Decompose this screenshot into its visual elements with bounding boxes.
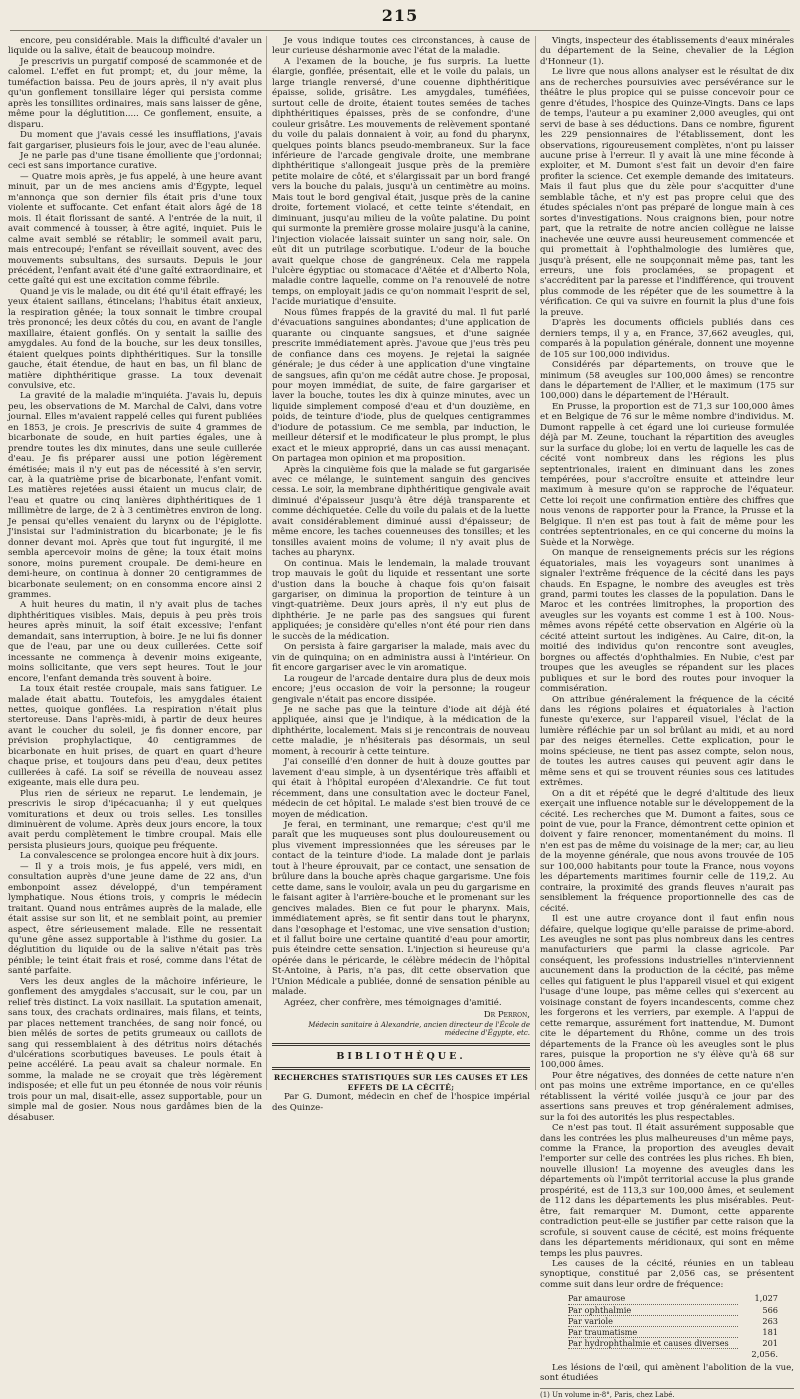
- cause-label: Par traumatisme: [568, 1327, 738, 1338]
- section-rule: [272, 1043, 530, 1046]
- cause-row: [568, 1338, 778, 1349]
- paragraph: A l'examen de la bouche, je fus surpris. La luette élargie, gonflée, présentait, elle et le voile du palais, un large triangle renversé, d'une couenne diphthéritique épaisse, solide, grisâtre. Les amygdales, tuméfiées, surtout celle de droite, étaient toutes semées de taches diphthéritiques épaisses, près de se confondre, d'une couleur grisâtre. Les mouvements de relèvement spontané du voile du palais donnaient à voir, au fond du pharynx, quelques points blancs pseudo-membraneux. Sur la face inférieure de l'arcade gengivale droite, une membrane diphthéritique s'allongeait jusque près de la première petite molaire de côté, et s'élargissait par un bord frangé vers la bouche du palais, jusqu'à un centimètre au moins. Mais tout le bord gengival était, jusque près de la canine droite, fortement violacé, et cette teinte s'étendait, en diminuant, jusqu'au milieu de la voûte palatine. Du point qui surmonte la première grosse molaire jusqu'à la canine, l'injection violacée laissait suinter un sang noir, sale. On eût dit un putrilage scorbutique. L'odeur de la bouche avait quelque chose de gangréneux. Cela me rappela l'ulcère égyptiac ou stomacace d'Aëtée et d'Alberto Nola, maladie contre laquelle, comme on l'a renouvelé de notre temps, on employait jadis ce qu'on nommait l'esprit de sel, l'acide muriatique d'ensuite.: [272, 56, 530, 308]
- column-1: [8, 36, 262, 1123]
- paragraph: Pour être négatives, des données de cette nature n'en ont pas moins une extrême importance, en ce qu'elles rétablissent la vérité voilée jusqu'à ce jour par des assertions sans preuves et trop généralement admises, sur la foi des autorités les plus respectables.: [540, 1070, 794, 1123]
- causes-rows: [568, 1293, 778, 1349]
- paragraph: Ce n'est pas tout. Il était assurément supposable que dans les contrées les plus malheureuses d'un même pays, comme la France, la proportion des aveugles devait l'emporter sur celle des contrées les plus riches. Eh bien, nouvelle illusion! La moyenne des aveugles dans les départements où l'impôt territorial accuse la plus grande prospérité, est de 113,3 sur 100,000 âmes, et seulement de 112 dans les départements les plus misérables. Peut-être, fait remarquer M. Dumont, cette apparente contradiction peut-elle se justifier par cette raison que la scrofule, si souvent cause de cécité, est moins fréquente dans les départements méridionaux, qui sont en même temps les plus pauvres.: [540, 1123, 794, 1259]
- paragraph: J'ai conseillé d'en donner de huit à douze gouttes par lavement d'eau simple, à un dysentérique très affaibli et qui était à l'hôpital européen d'Alexandrie. Ce fut tout récemment, dans une consultation avec le docteur Fanel, médecin de cet hôpital. Le malade s'est bien trouvé de ce moyen de médication.: [272, 757, 530, 820]
- signature-name: Dr Perron,: [483, 1010, 530, 1021]
- column-2-body: [272, 36, 530, 1008]
- cause-value: 566: [762, 1304, 778, 1315]
- paragraph: — Quatre mois après, je fus appelé, à une heure avant minuit, par un de mes anciens amis d'Égypte, lequel m'annonça que son dernier fils était pris d'une toux violente et suffocante. Cet enfant était alors âgé de 18 mois. Il était florissant de santé. A l'entrée de la nuit, il avait commencé à tousser, à être agité, inquiet. Puis le calme avait semblé se rétablir; le sommeil avait paru, mais entrecoupé; l'enfant se réveillait souvent, avec des mouvements subsultans, des sursauts. Depuis le jour précédent, l'enfant avait été d'une gaîté extraordinaire, et cette gaîté qui est une excitation comme fébrile.: [8, 171, 262, 287]
- paragraph: La rougeur de l'arcade dentaire dura plus de deux mois encore; j'eus occasion de voir la personne; la rougeur gengivale n'était pas encore dissipée.: [272, 673, 530, 705]
- causes-table: [568, 1293, 778, 1359]
- paragraph: Je ne sache pas que la teinture d'iode ait déjà été appliquée, ainsi que je l'indique, à la médication de la diphthérite, localement. Mais si je rencontrais de nouveau cette maladie, je n'hésiterais pas désormais, un seul moment, à recourir à cette teinture.: [272, 705, 530, 757]
- bibliography-heading: BIBLIOTHÈQUE.: [336, 1050, 466, 1062]
- paragraph: La convalescence se prolongea encore huit à dix jours.: [20, 851, 260, 862]
- section-rule: [272, 1067, 530, 1070]
- signature-title: Médecin sanitaire à Alexandrie, ancien directeur de l'École de médecine d'Égypte, etc.: [308, 1020, 530, 1038]
- paragraph: Je prescrivis un purgatif composé de scammonée et de calomel. L'effet en fut prompt; et, du jour même, la tuméfaction baissa. Peu de jours après, il n'y avait plus qu'un gonflement tonsillaire léger qui persista comme après les tonsillites ordinaires, mais sans laisser de gêne, même pour la déglutition..... Ce gonflement, ensuite, a disparu.: [8, 56, 262, 130]
- paragraph: Considérés par départements, on trouve que le minimum (58 aveugles sur 100,000 âmes) se rencontre dans le département de l'Allier, et le maximum (175 sur 100,000) dans le département de l'Hérault.: [540, 360, 794, 402]
- cause-row: [568, 1305, 778, 1316]
- paragraph: Je ferai, en terminant, une remarque; c'est qu'il me paraît que les muqueuses sont plus douloureusement ou plus vivement impressionnées que les séreuses par le contact de la teinture d'iode. La malade dont je parlais tout à l'heure éprouvait, par ce contact, une sensation de brûlure dans la bouche après chaque gargarisme. Une fois cette dame, sans le vouloir, avala un peu du gargarisme en le faisant agiter à l'arrière-bouche et le promenant sur les gencives malades. Bien ce fut pour le pharynx. Mais, immédiatement après, se fit sentir dans tout le pharynx, dans l'œsophage et l'estomac, une vive sensation d'ustion; et il fallut boire une certaine quantité d'eau pour amortir, puis éteindre cette sensation. L'injection si heureuse qu'a opérée dans le péricarde, le célèbre médecin de l'hôpital St-Antoine, à Paris, n'a pas, dit cette observation que l'Union Médicale a publiée, donné de sensation pénible au malade.: [272, 819, 530, 998]
- paragraph: A huit heures du matin, il n'y avait plus de taches diphthéritiques visibles. Mais, depuis à peu près trois heures après minuit, la soif était excessive; l'enfant demandait, sans interruption, à boire. Je ne lui fis donner que de l'eau, par une ou deux cuillerées. Cette soif incessante ne commença à devenir moins exigeante, moins sollicitante, que vers sept heures. Tout le jour encore, l'enfant demanda très souvent à boire.: [8, 600, 262, 684]
- header-rule: [10, 30, 790, 31]
- paragraph: Le livre que nous allons analyser est le résultat de dix ans de recherches poursuivies avec persévérance sur le théâtre le plus propice qui se puisse concevoir pour ce genre d'études, l'hospice des Quinze-Vingts. Dans ce laps de temps, l'auteur a pu examiner 2,000 aveugles, qui ont servi de base à ses déductions. Dans ce nombre, figurent les 229 pensionnaires de l'établissement, dont les observations, rigoureusement complètes, n'ont pu laisser aucune prise à l'erreur. Il y avait là une mine féconde à exploiter, et M. Dumont s'est fait un devoir d'en faire profiter la science. Cet exemple demande des imitateurs. Mais il faut plus que du zèle pour s'acquitter d'une semblable tâche, et n'y est pas propre celui que des études spéciales n'ont pas préparé de longue main à ces sortes d'investigations. Nous craignons bien, pour notre part, que la retraite de notre ancien collègue ne laisse inachevée une œuvre aussi heureusement commencée et qui promettait à l'ophthalmologie des lumières que, jusqu'à présent, elle ne soupçonnait même pas, tant les erreurs, une fois proclamées, se propagent et s'accréditent par la paresse et l'indifférence, qui trouvent plus commode de les répéter que de les soumettre à la vérification. Ce qui va suivre en fournit la plus d'une fois la preuve.: [540, 67, 794, 318]
- paragraph: Il est une autre croyance dont il faut enfin nous défaire, quelque logique qu'elle paraisse de prime-abord. Les aveugles ne sont pas plus nombreux dans les centres manufacturiers que parmi la classe agricole. Par conséquent, les professions industrielles n'interviennent aucunement dans la production de la cécité, pas même celles qui fatiguent le plus l'appareil visuel et qui exigent l'usage d'une loupe, pas même celles qui s'exercent au voisinage constant de foyers incandescents, comme chez les forgerons et les verriers, par exemple. A l'appui de cette remarque, assurément fort inattendue, M. Dumont cite le département du Rhône, comme un des trois départements de la France où les aveugles sont le plus rares, puisque la proportion ne s'y élève qu'à 68 sur 100,000 âmes.: [540, 914, 794, 1071]
- paragraph: Vingts, inspecteur des établissements d'eaux minérales du département de la Seine, chevalier de la Légion d'Honneur (1).: [540, 36, 795, 67]
- paragraph: D'après les documents officiels publiés dans ces derniers temps, il y a, en France, 37,662 aveugles, qui, comparés à la population générale, donnent une moyenne de 105 sur 100,000 individus.: [540, 318, 794, 360]
- paragraph: encore, peu considérable. Mais la difficulté d'avaler un liquide ou la salive, était de beaucoup moindre.: [8, 36, 262, 57]
- paragraph: On a dit et répété que le degré d'altitude des lieux exerçait une influence notable sur le développement de la cécité. Les recherches que M. Dumont a faites, sous ce point de vue, pour la France, démontrent cette opinion et doivent y faire renoncer, momentanément du moins. Il n'en est pas de même du voisinage de la mer; car, au lieu de la moyenne générale, que nous avons trouvée de 105 sur 100,000 habitants pour toute la France, nous voyons les départements maritimes fournir celle de 119,2. Au contraire, la proximité des grands fleuves n'aurait pas sensiblement la fréquence proportionnelle des cas de cécité.: [540, 788, 794, 914]
- paragraph: Je ne parle pas d'une tisane émolliente que j'ordonnai; ceci est sans importance curative.: [8, 150, 262, 172]
- paragraph: — Il y a trois mois, je fus appelé, vers midi, en consultation auprès d'une jeune dame de 22 ans, d'un embonpoint assez développé, d'un tempérament lymphatique. Nous étions trois, y compris le médecin traitant. Quand nous entrâmes auprès de la malade, elle était assise sur son lit, et ne semblait point, au premier aspect, être sérieusement malade. Elle ne ressentait qu'une gêne assez supportable à l'isthme du gosier. La déglutition du liquide ou de la salive n'était pas très pénible; le teint était frais et rosé, comme dans l'état de santé parfaite.: [8, 861, 262, 977]
- bibliography-subheading: RECHERCHES STATISTIQUES SUR LES CAUSES ET LES EFFETS DE LA CÉCITÉ;: [273, 1073, 529, 1092]
- cause-label: Par variole: [568, 1316, 738, 1327]
- column-divider: [535, 36, 536, 1090]
- column-3: [540, 36, 795, 1399]
- column-divider: [266, 36, 267, 1090]
- cause-row: [568, 1293, 778, 1304]
- footnote: (1) Un volume in-8°, Paris, chez Labé.: [540, 1388, 794, 1399]
- paragraph: Nous fûmes frappés de la gravité du mal. Il fut parlé d'évacuations sanguines abondantes; d'une application de quarante ou cinquante sangsues, et d'une saignée prescrite immédiatement après. J'avoue que j'eus très peu de confiance dans ces moyens. Je rejetai la saignée générale; je dus céder à une application d'une vingtaine de sangsues, afin qu'on me cédât autre chose. Je proposai, pour moyen immédiat, de suite, de faire gargariser et laver la bouche, toutes les dix à quinze minutes, avec un liquide simplement composé d'eau et d'un douzième, en poids, de teinture d'iode, plus de quelques centigrammes d'iodure de potassium. Ce me sembla, par induction, le meilleur détersif et le modificateur le plus prompt, le plus exact et le mieux approprié, dans un cas aussi menaçant. On partagea mon opinion et ma proposition.: [272, 307, 530, 465]
- paragraph: La toux était restée croupale, mais sans fatiguer. Le malade était abattu. Toutefois, les amygdales étaient nettes, quoique gonflées. La respiration n'était plus stertoreuse. Dans l'après-midi, à partir de deux heures avant le coucher du soleil, je fis donner encore, par prévision prophylactique, 40 centigrammes de bicarbonate en huit prises, de quart en quart d'heure chaque prise, et toujours dans peu d'eau, deux petites cuillerées à café. La soif se réveilla de nouveau assez exigeante, mais elle dura peu.: [8, 684, 262, 789]
- paragraph: Les causes de la cécité, réunies en un tableau synoptique, constitué par 2,056 cas, se présentent comme suit dans leur ordre de fréquence:: [540, 1259, 794, 1290]
- paragraph: On manque de renseignements précis sur les régions équatoriales, mais les voyageurs sont unanimes à signaler l'extrême fréquence de la cécité dans les pays chauds. En Espagne, le nombre des aveugles est très grand, parmi toutes les classes de la population. Dans le Maroc et les contrées limitrophes, la proportion des aveugles sur les voyants est comme 1 est à 100. Nous-mêmes avons répété cette observation en Algérie où la cécité atteint surtout les indigènes. Au Caire, dit-on, la moitié des individus qu'on rencontre sont aveugles, borgnes ou affectés d'ophthalmies. En Nubie, c'est par troupes que les aveugles se répandent sur les places publiques et sur le bord des routes pour invoquer la commisération.: [540, 548, 794, 695]
- paragraph: En Prusse, la proportion est de 71,3 sur 100,000 âmes et en Belgique de 76 sur le même nombre d'individus. M. Dumont rappelle à cet égard une loi curieuse formulée déjà par M. Zeune, touchant la répartition des aveugles sur la surface du globe; loi en vertu de laquelle les cas de cécité vont nombreux dans les régions les plus septentrionales, iraient en diminuant dans les zones tempérées, pour s'accroître ensuite et atteindre leur maximum à mesure qu'on se rapproche de l'équateur. Cette loi reçoit une confirmation entière des chiffres que nous venons de rapporter pour la France, la Prusse et la Belgique. Il n'en est pas tout à fait de même pour les contrées septentrionales, en ce qui concerne du moins la Suède et la Norwège.: [540, 401, 794, 548]
- causes-total: 2,056.: [751, 1349, 778, 1360]
- cause-value: 181: [762, 1326, 778, 1337]
- paragraph: On persista à faire gargariser la malade, mais avec du vin de quinquina; on en administra aussi à l'intérieur. On fit encore gargariser avec le vin aromatique.: [272, 642, 530, 674]
- paragraph: Après la cinquième fois que la malade se fut gargarisée avec ce mélange, le suintement sanguin des gencives cessa. Le soir, la membrane diphthéritique gengivale avait diminué d'épaisseur jusqu'à être déjà transparente et comme déchiquetée. Celle du voile du palais et de la luette avait considérablement diminué aussi d'épaisseur; de même encore, les taches couenneuses des tonsilles; et les tonsilles avaient moins de volume; il n'y avait plus de taches au pharynx.: [272, 464, 530, 559]
- paragraph: Vers les deux angles de la mâchoire inférieure, le gonflement des amygdales s'accusait, sur le cou, par un relief très distinct. La voix nasillait. La sputation amenait, sans toux, des crachats ordinaires, mais filans, et teints, par places nettement tranchées, de sang noir foncé, ou bien mêlés de sortes de petits grumeaux ou caillots de sang qui ressemblaient à des détritus noirs détachés d'ulcérations scorbutiques baveuses. Le pouls était à peine accéléré. La peau avait sa chaleur normale. En somme, la malade ne se croyait que très légèrement indisposée; et elle fut un peu étonnée de nous voir réunis trois pour un mal, disait-elle, assez supportable, pour un simple mal de gosier. Nous nous gardâmes bien de la désabuser.: [8, 976, 262, 1123]
- cause-value: 263: [762, 1315, 778, 1326]
- cause-row: [568, 1327, 778, 1338]
- cause-label: Par amaurose: [568, 1293, 738, 1304]
- paragraph: On attribue généralement la fréquence de la cécité dans les régions polaires et équatoriales à l'action funeste qu'exerce, sur l'appareil visuel, l'éclat de la lumière réfléchie par un sol brûlant au midi, et au nord par des neiges éternelles. Cette explication, pour le moins spécieuse, ne tient pas assez compte, selon nous, de toutes les autres causes qui peuvent agir dans le même sens et qui se trouvent réunies sous ces latitudes extrêmes.: [540, 694, 794, 789]
- column-2: [272, 36, 530, 1113]
- cause-label: Par hydrophthalmie et causes diverses: [568, 1338, 738, 1349]
- cause-value: 201: [762, 1338, 778, 1349]
- column-3-closing-paragraph: Les lésions de l'œil, qui amènent l'abolition de la vue, sont étudiées: [540, 1362, 794, 1384]
- cause-value: 1,027: [754, 1293, 778, 1304]
- paragraph: Plus rien de sérieux ne reparut. Le lendemain, je prescrivis le sirop d'ipécacuanha; il y eut quelques vomiturations et deux ou trois selles. Les tonsilles diminuèrent de volume. Après deux jours encore, la toux avait perdu complètement le timbre croupal. Mais elle persista plusieurs jours, quoique peu fréquente.: [8, 788, 262, 851]
- paragraph: Agréez, cher confrère, mes témoignages d'amitié.: [284, 997, 502, 1008]
- bibliography-author-line: Par G. Dumont, médecin en chef de l'hospice impérial des Quinze-: [272, 1092, 530, 1113]
- paragraph: Quand je vis le malade, ou dit été qu'il était effrayé; les yeux étaient saillans, étincelans; l'habitus était anxieux, la respiration gênée; la toux sonnait le timbre croupal très prononcé; les deux côtés du cou, en avant de l'angle maxillaire, étaient gonflés. On y sentait la saillie des amygdales. Au fond de la bouche, sur les deux tonsilles, étaient quelques points diphthéritiques. Sur la tonsille gauche, était étendue, de haut en bas, un fil blanc de matière diphthéritique grasse. La toux devenait convulsive, etc.: [8, 286, 262, 391]
- paragraph: Du moment que j'avais cessé les insufflations, j'avais fait gargariser, plusieurs fois le jour, avec de l'eau alunée.: [8, 130, 262, 151]
- column-3-body: [540, 36, 794, 1290]
- paragraph: La gravité de la maladie m'inquiéta. J'avais lu, depuis peu, les observations de M. Marchal de Calvi, dans votre journal. Elles m'avaient rappelé celles qui furent publiées en 1853, je crois. Je prescrivis de suite 4 grammes de bicarbonate de soude, en huit parties égales, une à prendre toutes les dix minutes, dans une seule cuillerée d'eau. Je fis préparer aussi une potion légèrement émétisée; mais il n'y eut pas de nécessité à s'en servir, car, à la quatrième prise de bicarbonate, l'enfant vomit. Les matières rejetées aussi étaient un mucus clair, de l'eau et quatre ou cinq lanières diphthéritiques de 1 millimètre de large, de 2 à 3 centimètres environ de long. Je pensai qu'elles venaient du larynx ou de l'épiglotte. J'insistai sur l'administration du bicarbonate; je le fis donner devant moi. Après que tout fut ingurgité, il me sembla apercevoir moins de gêne; la toux était moins sonore, moins purement croupale. De demi-heure en demi-heure, on continua à donner 20 centigrammes de bicarbonate seulement; on en consomma encore ainsi 2 grammes.: [8, 391, 262, 601]
- paragraph: On continua. Mais le lendemain, la malade trouvant trop mauvais le goût du liquide et ressentant une sorte d'ustion dans la bouche à chaque fois qu'on faisait gargariser, on diminua la proportion de teinture à un vingt-quatrième. Deux jours après, il n'y eut plus de diphthérie. Je ne parle pas des sangsues qui furent appliquées; je considère qu'elles n'ont été pour rien dans le succès de la médication.: [272, 558, 530, 642]
- paragraph: Je vous indique toutes ces circonstances, à cause de leur curieuse désharmonie avec l'état de la maladie.: [272, 36, 530, 57]
- cause-label: Par ophthalmie: [568, 1305, 738, 1316]
- cause-row: [568, 1316, 778, 1327]
- page-number: 215: [381, 6, 419, 25]
